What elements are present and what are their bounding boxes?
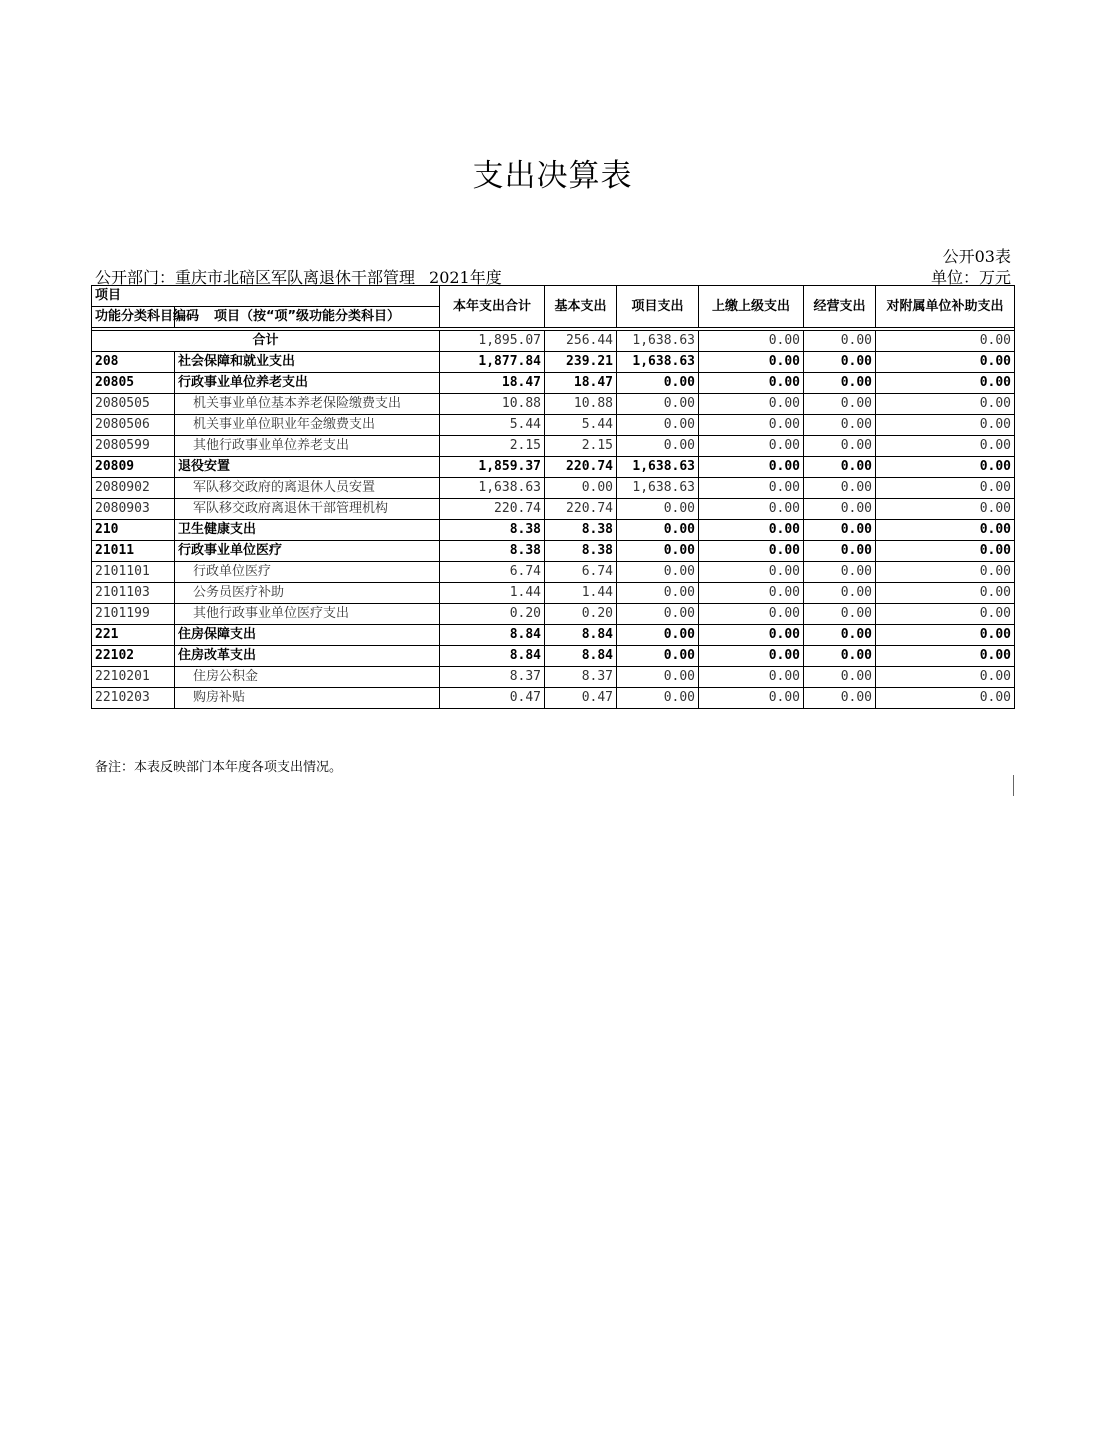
row-code: 2080505 <box>92 394 175 415</box>
row-code: 210 <box>92 520 175 541</box>
cell-total: 8.84 <box>440 625 545 646</box>
row-name: 卫生健康支出 <box>175 520 440 541</box>
cell-upper: 0.00 <box>699 562 804 583</box>
cell-business: 0.00 <box>804 562 876 583</box>
row-name: 行政事业单位养老支出 <box>175 373 440 394</box>
expenditure-table <box>91 285 1015 709</box>
cell-project: 0.00 <box>617 604 699 625</box>
row-name: 军队移交政府离退休干部管理机构 <box>175 499 440 520</box>
cell-upper: 0.00 <box>699 478 804 499</box>
cell-subsidy: 0.00 <box>876 667 1015 688</box>
table-row <box>92 541 1015 562</box>
cell-project: 0.00 <box>617 541 699 562</box>
cell-subsidy: 0.00 <box>876 436 1015 457</box>
cell-basic: 8.84 <box>545 625 617 646</box>
cell-subsidy: 0.00 <box>876 457 1015 478</box>
total-cell-business: 0.00 <box>804 331 876 352</box>
cell-project: 1,638.63 <box>617 478 699 499</box>
unit-label: 单位：万元 <box>930 268 1011 287</box>
cell-business: 0.00 <box>804 688 876 709</box>
cell-basic: 2.15 <box>545 436 617 457</box>
cell-project: 0.00 <box>617 373 699 394</box>
cell-upper: 0.00 <box>699 667 804 688</box>
cell-upper: 0.00 <box>699 394 804 415</box>
cell-total: 10.88 <box>440 394 545 415</box>
table-row <box>92 604 1015 625</box>
table-body <box>92 328 1015 709</box>
cell-project: 0.00 <box>617 625 699 646</box>
table-row <box>92 373 1015 394</box>
cell-business: 0.00 <box>804 646 876 667</box>
row-name: 住房公积金 <box>175 667 440 688</box>
row-code: 20809 <box>92 457 175 478</box>
row-code: 2080599 <box>92 436 175 457</box>
cell-project: 1,638.63 <box>617 457 699 478</box>
header-project: 项目支出 <box>617 286 699 328</box>
table-row <box>92 583 1015 604</box>
table-row <box>92 520 1015 541</box>
cell-business: 0.00 <box>804 667 876 688</box>
cell-total: 1,638.63 <box>440 478 545 499</box>
fiscal-year: 2021年度 <box>429 268 502 287</box>
cell-project: 0.00 <box>617 688 699 709</box>
table-row <box>92 499 1015 520</box>
cell-basic: 220.74 <box>545 499 617 520</box>
table-row <box>92 478 1015 499</box>
row-name: 购房补贴 <box>175 688 440 709</box>
cell-total: 8.38 <box>440 520 545 541</box>
row-name: 住房保障支出 <box>175 625 440 646</box>
cell-business: 0.00 <box>804 604 876 625</box>
row-name: 机关事业单位基本养老保险缴费支出 <box>175 394 440 415</box>
table-row <box>92 562 1015 583</box>
cell-total: 1,859.37 <box>440 457 545 478</box>
cell-total: 8.84 <box>440 646 545 667</box>
cell-subsidy: 0.00 <box>876 478 1015 499</box>
row-name: 行政事业单位医疗 <box>175 541 440 562</box>
cell-basic: 239.21 <box>545 352 617 373</box>
table-row <box>92 352 1015 373</box>
row-code: 2210203 <box>92 688 175 709</box>
table-row <box>92 667 1015 688</box>
department-label: 公开部门：重庆市北碚区军队离退休干部管理 <box>95 268 416 287</box>
cell-project: 0.00 <box>617 667 699 688</box>
row-code: 22102 <box>92 646 175 667</box>
cell-business: 0.00 <box>804 457 876 478</box>
cell-basic: 10.88 <box>545 394 617 415</box>
row-name: 军队移交政府的离退休人员安置 <box>175 478 440 499</box>
cell-basic: 0.20 <box>545 604 617 625</box>
cell-project: 0.00 <box>617 646 699 667</box>
cell-basic: 8.84 <box>545 646 617 667</box>
cell-total: 18.47 <box>440 373 545 394</box>
cell-business: 0.00 <box>804 478 876 499</box>
row-code: 2080506 <box>92 415 175 436</box>
header-name: 项目（按“项”级功能分类科目） <box>175 307 440 328</box>
cell-project: 0.00 <box>617 394 699 415</box>
cell-project: 0.00 <box>617 583 699 604</box>
cell-upper: 0.00 <box>699 520 804 541</box>
row-name: 行政单位医疗 <box>175 562 440 583</box>
header-business: 经营支出 <box>804 286 876 328</box>
cell-basic: 8.38 <box>545 520 617 541</box>
table-row <box>92 415 1015 436</box>
cell-total: 8.37 <box>440 667 545 688</box>
cell-business: 0.00 <box>804 436 876 457</box>
footnote: 备注：本表反映部门本年度各项支出情况。 <box>95 760 343 775</box>
row-code: 2210201 <box>92 667 175 688</box>
table-row <box>92 436 1015 457</box>
cell-subsidy: 0.00 <box>876 646 1015 667</box>
cell-total: 8.38 <box>440 541 545 562</box>
form-number: 公开03表 <box>942 247 1011 266</box>
row-name: 住房改革支出 <box>175 646 440 667</box>
header-upper: 上缴上级支出 <box>699 286 804 328</box>
table-row <box>92 457 1015 478</box>
cell-subsidy: 0.00 <box>876 373 1015 394</box>
cell-basic: 18.47 <box>545 373 617 394</box>
cell-upper: 0.00 <box>699 583 804 604</box>
cell-subsidy: 0.00 <box>876 499 1015 520</box>
total-cell-subsidy: 0.00 <box>876 331 1015 352</box>
cell-business: 0.00 <box>804 415 876 436</box>
cell-business: 0.00 <box>804 499 876 520</box>
cell-subsidy: 0.00 <box>876 394 1015 415</box>
cell-business: 0.00 <box>804 583 876 604</box>
cell-business: 0.00 <box>804 625 876 646</box>
row-code: 2101101 <box>92 562 175 583</box>
row-code: 208 <box>92 352 175 373</box>
cell-subsidy: 0.00 <box>876 583 1015 604</box>
cell-upper: 0.00 <box>699 499 804 520</box>
cell-project: 1,638.63 <box>617 352 699 373</box>
header-total: 本年支出合计 <box>440 286 545 328</box>
cell-project: 0.00 <box>617 436 699 457</box>
row-code: 221 <box>92 625 175 646</box>
row-name: 公务员医疗补助 <box>175 583 440 604</box>
cell-upper: 0.00 <box>699 625 804 646</box>
row-code: 2101103 <box>92 583 175 604</box>
cell-basic: 8.38 <box>545 541 617 562</box>
row-name: 其他行政事业单位养老支出 <box>175 436 440 457</box>
cell-total: 220.74 <box>440 499 545 520</box>
cell-upper: 0.00 <box>699 541 804 562</box>
cell-upper: 0.00 <box>699 352 804 373</box>
row-code: 2101199 <box>92 604 175 625</box>
cell-subsidy: 0.00 <box>876 625 1015 646</box>
cell-subsidy: 0.00 <box>876 541 1015 562</box>
header-item: 项目 <box>92 286 440 307</box>
cell-upper: 0.00 <box>699 688 804 709</box>
header-subsidy: 对附属单位补助支出 <box>876 286 1015 328</box>
table-row <box>92 394 1015 415</box>
table-row <box>92 646 1015 667</box>
cell-basic: 0.00 <box>545 478 617 499</box>
total-cell-project: 1,638.63 <box>617 331 699 352</box>
row-name: 机关事业单位职业年金缴费支出 <box>175 415 440 436</box>
cell-basic: 0.47 <box>545 688 617 709</box>
cell-upper: 0.00 <box>699 436 804 457</box>
cell-total: 1.44 <box>440 583 545 604</box>
cell-business: 0.00 <box>804 373 876 394</box>
cell-upper: 0.00 <box>699 646 804 667</box>
row-code: 21011 <box>92 541 175 562</box>
cell-subsidy: 0.00 <box>876 688 1015 709</box>
page-title: 支出决算表 <box>472 158 633 194</box>
row-name: 退役安置 <box>175 457 440 478</box>
row-code: 2080902 <box>92 478 175 499</box>
row-code: 2080903 <box>92 499 175 520</box>
cell-project: 0.00 <box>617 499 699 520</box>
cell-total: 0.20 <box>440 604 545 625</box>
row-code: 20805 <box>92 373 175 394</box>
cell-total: 5.44 <box>440 415 545 436</box>
cell-subsidy: 0.00 <box>876 562 1015 583</box>
cell-subsidy: 0.00 <box>876 604 1015 625</box>
cell-upper: 0.00 <box>699 373 804 394</box>
cell-upper: 0.00 <box>699 415 804 436</box>
table-row <box>92 625 1015 646</box>
cell-basic: 8.37 <box>545 667 617 688</box>
cell-basic: 5.44 <box>545 415 617 436</box>
cell-subsidy: 0.00 <box>876 520 1015 541</box>
cell-basic: 220.74 <box>545 457 617 478</box>
cell-total: 2.15 <box>440 436 545 457</box>
cell-upper: 0.00 <box>699 457 804 478</box>
cell-project: 0.00 <box>617 562 699 583</box>
table-row <box>92 688 1015 709</box>
total-cell-upper: 0.00 <box>699 331 804 352</box>
row-name: 其他行政事业单位医疗支出 <box>175 604 440 625</box>
cell-subsidy: 0.00 <box>876 415 1015 436</box>
cell-total: 0.47 <box>440 688 545 709</box>
cell-upper: 0.00 <box>699 604 804 625</box>
total-cell-total: 1,895.07 <box>440 331 545 352</box>
cell-basic: 6.74 <box>545 562 617 583</box>
total-cell-basic: 256.44 <box>545 331 617 352</box>
cell-business: 0.00 <box>804 394 876 415</box>
cell-business: 0.00 <box>804 541 876 562</box>
cell-subsidy: 0.00 <box>876 352 1015 373</box>
cell-business: 0.00 <box>804 352 876 373</box>
cell-project: 0.00 <box>617 520 699 541</box>
row-name: 社会保障和就业支出 <box>175 352 440 373</box>
cell-total: 1,877.84 <box>440 352 545 373</box>
header-basic: 基本支出 <box>545 286 617 328</box>
cell-project: 0.00 <box>617 415 699 436</box>
edge-mark <box>1013 775 1014 796</box>
cell-total: 6.74 <box>440 562 545 583</box>
total-row <box>92 331 1015 352</box>
header-code: 功能分类科目编码 <box>92 307 175 328</box>
cell-business: 0.00 <box>804 520 876 541</box>
total-label: 合计 <box>92 331 440 352</box>
cell-basic: 1.44 <box>545 583 617 604</box>
